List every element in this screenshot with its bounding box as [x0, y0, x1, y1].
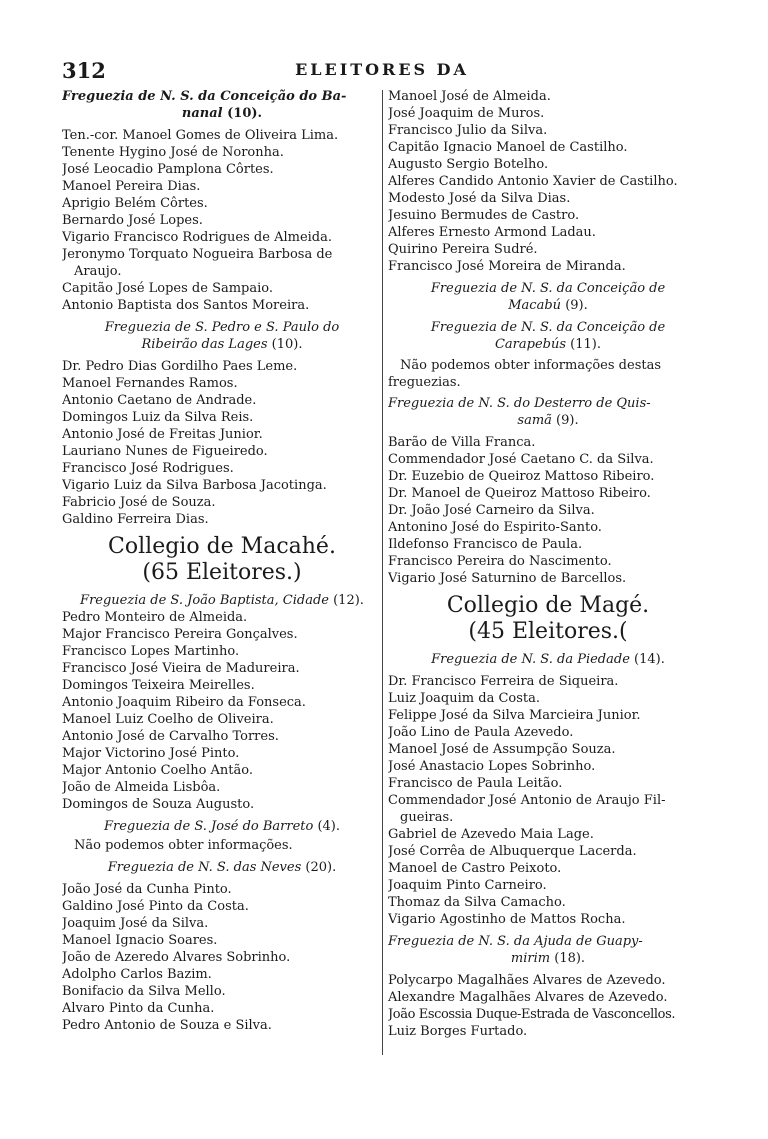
- elector-entry: Antonio Baptista dos Santos Moreira.: [62, 298, 310, 313]
- elector-entry: Luiz Borges Furtado.: [388, 1024, 528, 1039]
- elector-entry: Manoel Ignacio Soares.: [62, 933, 218, 948]
- elector-entry: Manoel Fernandes Ramos.: [62, 376, 238, 391]
- elector-entry: Alvaro Pinto da Cunha.: [62, 1001, 215, 1016]
- elector-entry: Capitão Ignacio Manoel de Castilho.: [388, 140, 628, 155]
- elector-entry: José Anastacio Lopes Sobrinho.: [388, 759, 596, 774]
- parish-heading: Freguezia de N. S. do Desterro de Quis-: [388, 396, 651, 411]
- elector-entry: João de Almeida Lisbôa.: [62, 780, 221, 795]
- college-title: Collegio de Macahé.: [108, 534, 336, 559]
- no-information-note: Não podemos obter informações destas freguezias.: [388, 358, 662, 390]
- elector-entry: Vigario José Saturnino de Barcellos.: [388, 571, 627, 586]
- elector-entry: Capitão José Lopes de Sampaio.: [62, 281, 274, 296]
- elector-entry: Vigario Francisco Rodrigues de Almeida.: [62, 230, 333, 245]
- parish-heading: Freguezia de N. S. da Piedade (14).: [431, 652, 665, 667]
- elector-entry: João Lino de Paula Azevedo.: [388, 725, 574, 740]
- elector-entry: Domingos Teixeira Meirelles.: [62, 678, 255, 693]
- elector-entry: Modesto José da Silva Dias.: [388, 191, 571, 206]
- elector-entry-cont: Araujo.: [74, 264, 122, 279]
- parish-heading: Freguezia de N. S. da Conceição de: [430, 281, 666, 296]
- right-column: [388, 88, 708, 1040]
- elector-entry: Ildefonso Francisco de Paula.: [388, 537, 583, 552]
- elector-entry: Dr. Francisco Ferreira de Siqueira.: [388, 674, 619, 689]
- elector-entry: Francisco José Vieira de Madureira.: [62, 661, 300, 676]
- elector-entry: Gabriel de Azevedo Maia Lage.: [388, 827, 594, 842]
- page-number: 312: [62, 58, 106, 83]
- column-divider: [382, 90, 383, 1055]
- elector-entry: Felippe José da Silva Marcieira Junior.: [388, 708, 641, 723]
- elector-entry: Manoel José de Almeida.: [388, 89, 551, 104]
- elector-entry: Galdino José Pinto da Costa.: [62, 899, 249, 914]
- elector-entry: João Escossia Duque-Estrada de Vasconcellos.: [388, 1007, 676, 1022]
- elector-entry: Bonifacio da Silva Mello.: [62, 984, 226, 999]
- elector-entry: Aprigio Belém Côrtes.: [62, 196, 208, 211]
- elector-entry: Antonio José de Carvalho Torres.: [62, 729, 279, 744]
- elector-entry: Alferes Candido Antonio Xavier de Castilho.: [388, 174, 678, 189]
- elector-entry: João José da Cunha Pinto.: [62, 882, 232, 897]
- elector-entry: Antonio José de Freitas Junior.: [62, 427, 263, 442]
- elector-entry: Dr. Euzebio de Queiroz Mattoso Ribeiro.: [388, 469, 655, 484]
- elector-entry: Major Antonio Coelho Antão.: [62, 763, 253, 778]
- elector-entry: Dr. João José Carneiro da Silva.: [388, 503, 595, 518]
- page-header: [62, 58, 702, 84]
- elector-entry-cont: gueiras.: [400, 810, 454, 825]
- elector-entry: Domingos Luiz da Silva Reis.: [62, 410, 254, 425]
- elector-entry: Major Francisco Pereira Gonçalves.: [62, 627, 298, 642]
- running-title: ELEITORES DA: [295, 60, 469, 79]
- elector-entry: Quirino Pereira Sudré.: [388, 242, 538, 257]
- college-title: Collegio de Magé.: [446, 593, 650, 618]
- no-information-note: Não podemos obter informações.: [74, 838, 293, 853]
- left-column: [62, 88, 382, 1034]
- elector-entry: Francisco Pereira do Nascimento.: [388, 554, 612, 569]
- elector-entry: Lauriano Nunes de Figueiredo.: [62, 444, 268, 459]
- elector-entry: Francisco Lopes Martinho.: [62, 644, 240, 659]
- elector-entry: Joaquim Pinto Carneiro.: [388, 878, 547, 893]
- elector-entry: Galdino Ferreira Dias.: [62, 512, 209, 527]
- elector-entry: Fabricio José de Souza.: [62, 495, 216, 510]
- elector-entry: Manoel José de Assumpção Souza.: [388, 742, 616, 757]
- elector-entry: Vigario Agostinho de Mattos Rocha.: [388, 912, 626, 927]
- elector-entry: Ten.-cor. Manoel Gomes de Oliveira Lima.: [62, 128, 339, 143]
- elector-entry: João de Azeredo Alvares Sobrinho.: [62, 950, 291, 965]
- parish-heading-cont: Macabú (9).: [508, 298, 588, 313]
- parish-heading-cont: Carapebús (11).: [494, 337, 601, 352]
- elector-entry: Jesuino Bermudes de Castro.: [388, 208, 580, 223]
- elector-entry: Joaquim José da Silva.: [62, 916, 209, 931]
- elector-entry: Barão de Villa Franca.: [388, 435, 536, 450]
- parish-heading: Freguezia de S. José do Barreto (4).: [103, 819, 341, 834]
- elector-entry: Major Victorino José Pinto.: [62, 746, 240, 761]
- parish-heading: Freguezia de N. S. da Conceição do Ba-: [62, 89, 347, 104]
- elector-entry: Antonio Caetano de Andrade.: [62, 393, 257, 408]
- parish-heading-cont: mirim (18).: [510, 951, 586, 966]
- elector-entry: Commendador José Caetano C. da Silva.: [388, 452, 654, 467]
- elector-entry: Dr. Pedro Dias Gordilho Paes Leme.: [62, 359, 298, 374]
- elector-entry: Alexandre Magalhães Alvares de Azevedo.: [388, 990, 668, 1005]
- elector-entry: Francisco de Paula Leitão.: [388, 776, 563, 791]
- elector-entry: Pedro Antonio de Souza e Silva.: [62, 1018, 272, 1033]
- elector-entry: Antonino José do Espirito-Santo.: [388, 520, 602, 535]
- elector-entry: Augusto Sergio Botelho.: [388, 157, 549, 172]
- elector-entry: Francisco Julio da Silva.: [388, 123, 548, 138]
- elector-entry: Jeronymo Torquato Nogueira Barbosa de: [62, 247, 333, 262]
- elector-entry: Commendador José Antonio de Araujo Fil-: [388, 793, 666, 808]
- college-electors-count: (65 Eleitores.): [142, 560, 302, 585]
- elector-entry: Tenente Hygino José de Noronha.: [62, 145, 284, 160]
- parish-heading: Freguezia de S. Pedro e S. Paulo do: [104, 320, 340, 335]
- elector-entry: Antonio Joaquim Ribeiro da Fonseca.: [62, 695, 306, 710]
- elector-entry: Francisco José Rodrigues.: [62, 461, 234, 476]
- parish-heading: Freguezia de N. S. da Conceição de: [430, 320, 666, 335]
- parish-heading-cont: samã (9).: [517, 413, 579, 428]
- elector-entry: Bernardo José Lopes.: [62, 213, 203, 228]
- elector-entry: Luiz Joaquim da Costa.: [388, 691, 541, 706]
- elector-entry: Adolpho Carlos Bazim.: [62, 967, 212, 982]
- elector-entry: Pedro Monteiro de Almeida.: [62, 610, 248, 625]
- elector-entry: Manoel Pereira Dias.: [62, 179, 201, 194]
- parish-heading-cont: nanal (10).: [181, 106, 263, 121]
- elector-entry: José Joaquim de Muros.: [388, 106, 545, 121]
- college-electors-count: (45 Eleitores.(: [468, 619, 628, 644]
- elector-entry: Domingos de Souza Augusto.: [62, 797, 255, 812]
- elector-entry: Francisco José Moreira de Miranda.: [388, 259, 626, 274]
- elector-entry: Alferes Ernesto Armond Ladau.: [388, 225, 596, 240]
- elector-entry: José Corrêa de Albuquerque Lacerda.: [388, 844, 637, 859]
- parish-heading-cont: Ribeirão das Lages (10).: [141, 337, 303, 352]
- parish-heading: Freguezia de N. S. da Ajuda de Guapy-: [388, 934, 643, 949]
- parish-heading: Freguezia de S. João Baptista, Cidade (12).: [80, 593, 364, 608]
- elector-entry: Manoel Luiz Coelho de Oliveira.: [62, 712, 274, 727]
- elector-entry: Thomaz da Silva Camacho.: [388, 895, 566, 910]
- parish-heading: Freguezia de N. S. das Neves (20).: [107, 860, 337, 875]
- elector-entry: Polycarpo Magalhães Alvares de Azevedo.: [388, 973, 666, 988]
- elector-entry: Vigario Luiz da Silva Barbosa Jacotinga.: [62, 478, 327, 493]
- elector-entry: José Leocadio Pamplona Côrtes.: [62, 162, 274, 177]
- elector-entry: Manoel de Castro Peixoto.: [388, 861, 562, 876]
- elector-entry: Dr. Manoel de Queiroz Mattoso Ribeiro.: [388, 486, 651, 501]
